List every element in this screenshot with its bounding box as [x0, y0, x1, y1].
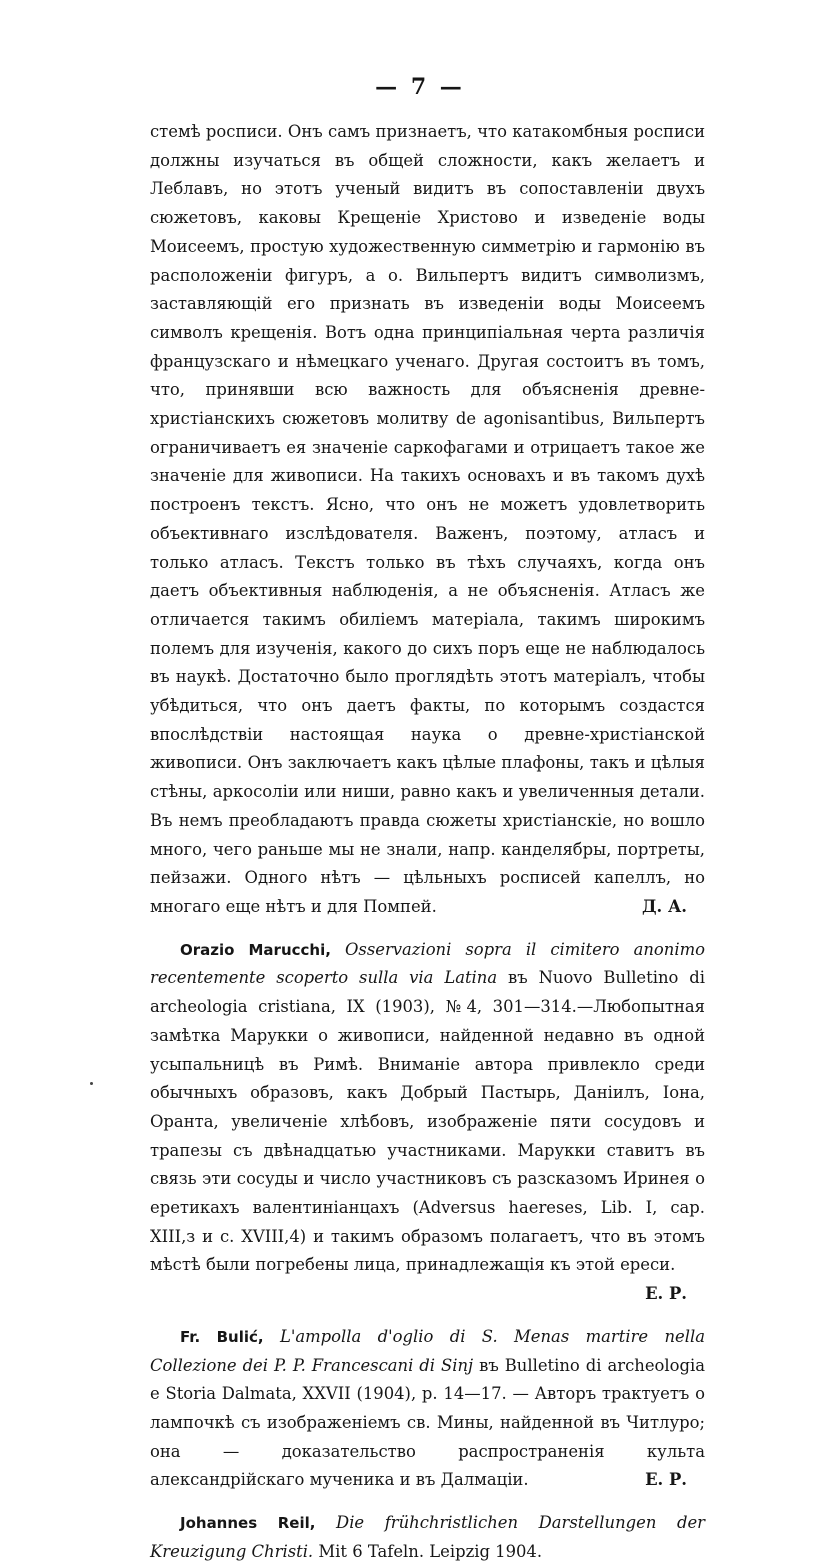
review-reil: [150, 1509, 705, 1566]
review-continuation: [150, 118, 705, 922]
review-title: Die frühchristlichen Darstellungen der Kreuzigung Christi.: [150, 1513, 705, 1561]
review-signature: Д. А.: [641, 896, 687, 916]
review-text: стемѣ росписи. Онъ самъ признаетъ, что катакомбныя росписи должны изучаться въ общей сложности, какъ желаетъ и Леблавъ, но этотъ ученый видитъ въ сопоставленіи двухъ сюжетовъ, каковы Крещеніе Христово и изведеніе воды Моисеемъ, простую художественную симметрію и гармонію въ расположеніи фигуръ, а о. Вильпертъ видитъ символизмъ, заставляющій его признать въ изведеніи воды Моисеемъ символъ крещенія. Вотъ одна принципіальная черта различія французскаго и нѣмецкаго ученаго. Другая состоитъ въ томъ, что, принявши всю важность для объясненія древне-христіанскихъ сюжетовъ молитву de agonisantibus, Вильпертъ ограничиваетъ ея значеніе саркофагами и отрицаетъ такое же значеніе для живописи. На такихъ основахъ и въ такомъ духѣ построенъ текстъ. Ясно, что онъ не можетъ удовлетворить объективнаго изслѣдователя. Важенъ, поэтому, атласъ и только атласъ. Текстъ только въ тѣхъ случаяхъ, когда онъ даетъ объективныя наблюденія, а не объясненія. Атласъ же отличается такимъ обиліемъ матеріала, такимъ широкимъ полемъ для изученія, какого до сихъ поръ еще не наблюдалось въ наукѣ. Достаточно было проглядѣть этотъ матеріалъ, чтобы убѣдиться, что онъ даетъ факты, по которымъ создастся впослѣдствіи настоящая наука о древне-христіанской живописи. Онъ заключаетъ какъ цѣлые плафоны, такъ и цѣлыя стѣны, аркосоліи или ниши, равно какъ и увеличенныя детали. Въ немъ преобладаютъ правда сюжеты христіанскіе, но вошло много, чего раньше мы не знали, напр. канделябры, портреты, пейзажи. Одного нѣтъ — цѣльныхъ росписей капеллъ, но многаго еще нѣтъ и для Помпей.: [150, 122, 705, 916]
review-text: въ Bulletino di archeologia e Storia Dalmata, XXVII (1904), p. 14—17. — Авторъ трактуетъ о лампочкѣ съ изображеніемъ св. Мины, найденной въ Читлуро; она — доказательство распространенія культа александрійскаго мученика и въ Далмаціи.: [150, 1355, 706, 1490]
review-signature: Е. Р.: [645, 1470, 687, 1490]
review-signature: Е. Р.: [645, 1284, 687, 1304]
review-text: Mit 6 Tafeln. Leipzig 1904.: [318, 1541, 543, 1561]
review-marucchi: [150, 936, 706, 1304]
review-title: L'ampolla d'oglio di S. Menas martire nella Collezione dei P. P. Francescani di Sinj: [150, 1326, 705, 1375]
review-author: Fr. Bulić,: [180, 1327, 264, 1346]
review-bulic: [150, 1323, 705, 1495]
review-author: Orazio Marucchi,: [180, 940, 331, 959]
review-author: Johannes Reil,: [180, 1514, 316, 1533]
scan-speck: [90, 1082, 93, 1085]
text-column: [150, 118, 705, 1566]
page-number: — 7 —: [375, 74, 465, 100]
review-title: Osservazioni sopra il cimitero anonimo recentemente scoperto sulla via Latina: [150, 939, 705, 988]
review-text: въ Nuovo Bulletino di archeologia cristiana, IX (1903), №4, 301—314.—Любопытная замѣтка Марукки о живописи, найденной недавно въ одной усыпальницѣ въ Римѣ. Вниманіе автора привлекло среди обычныхъ образовъ, какъ Добрый Пастырь, Даніилъ, Іона, Оранта, увеличеніе хлѣбовъ, изображеніе пяти сосудовъ и трапезы съ двѣнадцатью участниками. Марукки ставитъ въ связь эти сосуды и число участниковъ съ разсказомъ Иринея о еретикахъ валентиніанцахъ (Adversus haereses, Lib. I, cap. XIII,з и с. XVIII,4) и такимъ образомъ полагаетъ, что въ этомъ мѣстѣ были погребены лица, принадлежащія къ этой ереси.: [150, 968, 706, 1275]
